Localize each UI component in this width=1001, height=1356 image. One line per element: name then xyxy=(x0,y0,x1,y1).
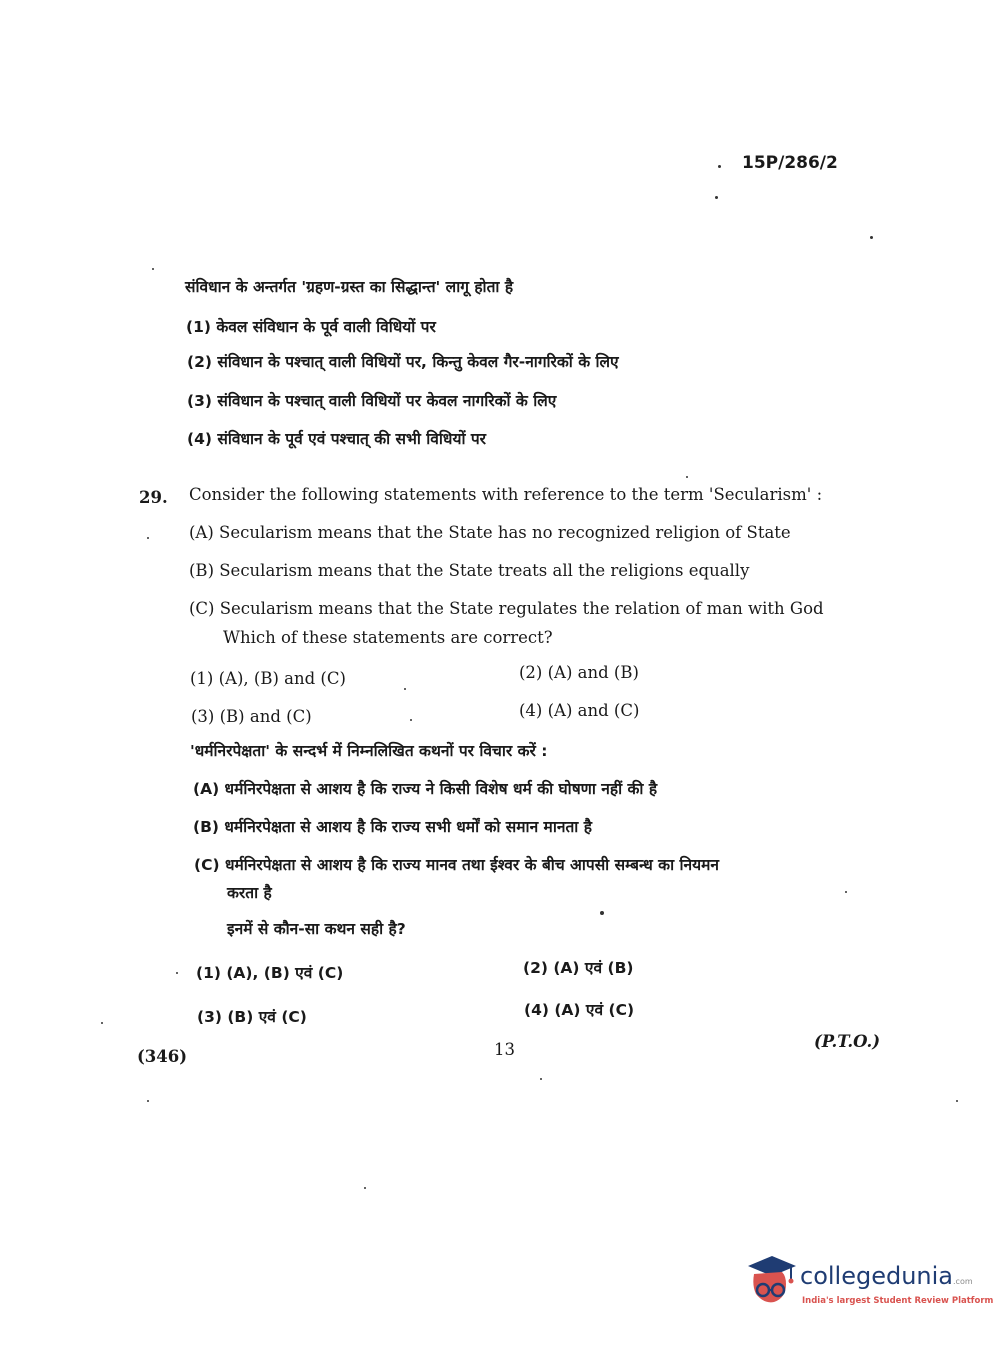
q29-option-2: (2) (A) and (B) xyxy=(519,663,639,682)
q29-hindi-option-1: (1) (A), (B) एवं (C) xyxy=(196,964,344,982)
q29-statement-a: (A) Secularism means that the State has no recognized religion of State xyxy=(189,523,791,542)
q29-hindi-statement-b: (B) धर्मनिरपेक्षता से आशय है कि राज्य सभी धर्मों को समान मानता है xyxy=(193,818,592,836)
scan-speck xyxy=(718,165,721,168)
q29-hindi-statement-c: (C) धर्मनिरपेक्षता से आशय है कि राज्य मानव तथा ईश्वर के बीच आपसी सम्बन्ध का नियमन xyxy=(194,856,719,874)
footer-code: (346) xyxy=(137,1047,188,1066)
scan-speck xyxy=(364,1187,366,1189)
q28-hindi-stem: संविधान के अन्तर्गत 'ग्रहण-ग्रस्त का सिद्धान्त' लागू होता है xyxy=(185,278,514,296)
scan-speck xyxy=(715,196,718,199)
q28-hindi-option-3: (3) संविधान के पश्चात् वाली विधियों पर केवल नागरिकों के लिए xyxy=(187,392,557,410)
page-number: 13 xyxy=(494,1040,515,1059)
q28-hindi-option-4: (4) संविधान के पूर्व एवं पश्चात् की सभी विधियों पर xyxy=(187,430,487,448)
q28-hindi-option-1: (1) केवल संविधान के पूर्व वाली विधियों पर xyxy=(186,318,436,336)
q29-hindi-option-2: (2) (A) एवं (B) xyxy=(523,959,634,977)
paper-code: 15P/286/2 xyxy=(742,153,838,173)
q29-hindi-option-3: (3) (B) एवं (C) xyxy=(197,1008,307,1026)
q29-hindi-statement-a: (A) धर्मनिरपेक्षता से आशय है कि राज्य ने किसी विशेष धर्म की घोषणा नहीं की है xyxy=(193,780,658,798)
q28-hindi-option-2: (2) संविधान के पश्चात् वाली विधियों पर, किन्तु केवल गैर-नागरिकों के लिए xyxy=(187,353,619,371)
q29-hindi-stem: 'धर्मनिरपेक्षता' के सन्दर्भ में निम्नलिखित कथनों पर विचार करें : xyxy=(190,742,548,760)
scan-speck xyxy=(176,972,178,974)
scan-speck xyxy=(152,268,154,270)
graduate-mascot-icon xyxy=(742,1248,800,1318)
scan-speck xyxy=(540,1078,542,1080)
scan-speck xyxy=(404,688,406,690)
q29-question: Which of these statements are correct? xyxy=(223,628,553,647)
scan-speck xyxy=(147,1100,149,1102)
q29-hindi-question: इनमें से कौन-सा कथन सही है? xyxy=(227,920,406,938)
q29-hindi-option-4: (4) (A) एवं (C) xyxy=(524,1001,635,1019)
scan-speck xyxy=(956,1100,958,1102)
scan-speck xyxy=(686,476,688,478)
collegedunia-watermark xyxy=(742,1248,994,1318)
q29-statement-c: (C) Secularism means that the State regulates the relation of man with God xyxy=(189,599,824,618)
scan-speck xyxy=(600,911,604,915)
scan-speck xyxy=(845,891,847,893)
q29-statement-b: (B) Secularism means that the State treats all the religions equally xyxy=(189,561,750,580)
q29-option-1: (1) (A), (B) and (C) xyxy=(190,669,346,688)
q29-option-3: (3) (B) and (C) xyxy=(191,707,312,726)
scan-speck xyxy=(410,719,412,721)
scan-speck xyxy=(101,1022,103,1024)
q29-hindi-statement-c-cont: करता है xyxy=(227,884,272,902)
logo-wordmark: collegedunia.com xyxy=(800,1262,973,1290)
scan-speck xyxy=(147,537,149,539)
q29-option-4: (4) (A) and (C) xyxy=(519,701,640,720)
q29-number: 29. xyxy=(139,488,168,507)
logo-tagline: India's largest Student Review Platform xyxy=(802,1296,994,1306)
scan-speck xyxy=(870,236,873,239)
q29-stem: Consider the following statements with reference to the term 'Secularism' : xyxy=(189,485,823,504)
pto-label: (P.T.O.) xyxy=(814,1032,881,1051)
